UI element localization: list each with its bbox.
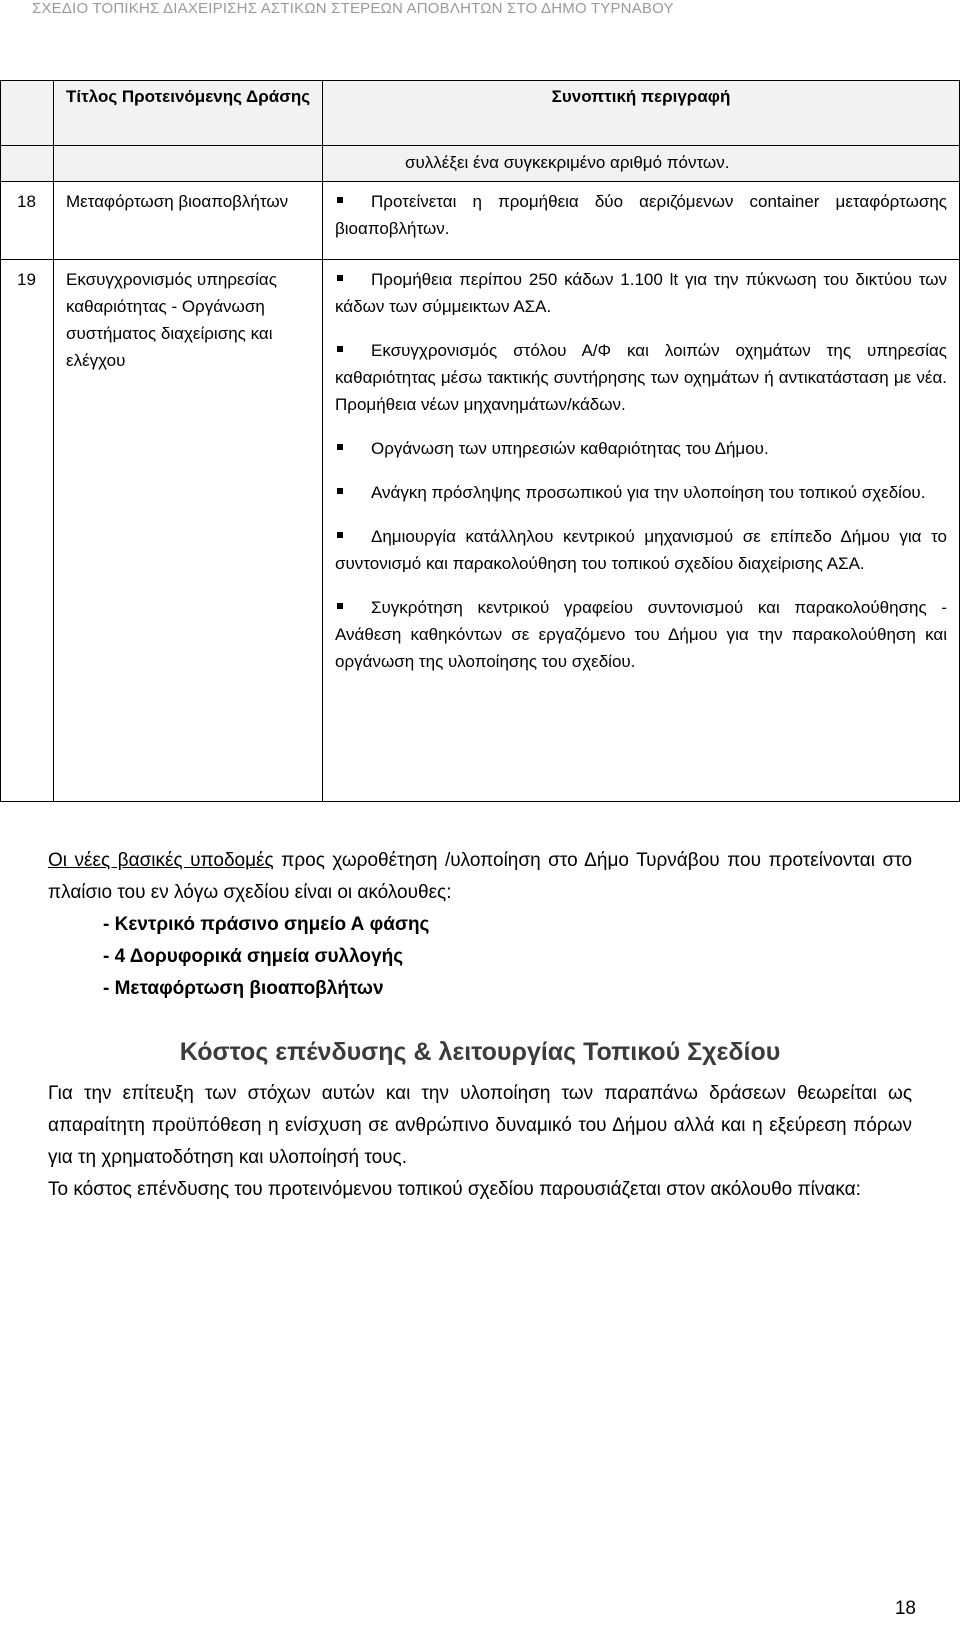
square-bullet-icon xyxy=(337,444,343,450)
list-item: - 4 Δορυφορικά σημεία συλλογής xyxy=(103,946,404,967)
list-item: Οργάνωση των υπηρεσιών καθαριότητας του Δήμου. xyxy=(335,435,947,462)
infrastructure-list xyxy=(48,909,912,1005)
running-header: ΣΧΕΔΙΟ ΤΟΠΙΚΗΣ ΔΙΑΧΕΙΡΙΣΗΣ ΑΣΤΙΚΩΝ ΣΤΕΡΕΩΝ ΑΠΟΒΛΗΤΩΝ ΣΤΟ ΔΗΜΟ ΤΥΡΝΑΒΟΥ xyxy=(32,0,674,17)
cost-paragraphs xyxy=(48,1078,912,1206)
list-item: Συγκρότηση κεντρικού γραφείου συντονισμού και παρακολούθησης - Ανάθεση καθηκόντων σε εργαζόμενο του Δήμου για την παρακολούθηση και οργάνωση της υλοποίησης του σχεδίου. xyxy=(335,598,947,671)
cost-paragraph-2: Το κόστος επένδυσης του προτεινόμενου τοπικού σχεδίου παρουσιάζεται στον ακόλουθο πίνακα: xyxy=(48,1179,861,1200)
header-num-cell xyxy=(1,81,54,146)
row-title: Μεταφόρτωση βιοαποβλήτων xyxy=(66,192,289,211)
continuation-row xyxy=(1,146,960,182)
actions-table xyxy=(0,80,960,802)
table-row xyxy=(1,260,960,802)
row-number: 18 xyxy=(17,192,36,211)
header-summary-cell: Συνοπτική περιγραφή xyxy=(323,81,960,146)
square-bullet-icon xyxy=(337,603,343,609)
square-bullet-icon xyxy=(337,197,343,203)
bullet-list xyxy=(323,182,959,242)
list-item: - Μεταφόρτωση βιοαποβλήτων xyxy=(103,978,384,999)
sentence-rest: προς χωροθέτηση /υλοποίηση στο Δήμο Τυρνάβου που προτείνονται στο πλαίσιο του εν λόγω σχεδίου είναι οι ακόλουθες: xyxy=(48,850,913,903)
row-title: Εκσυγχρονισμός υπηρεσίας καθαριότητας - Οργάνωση συστήματος διαχείρισης και ελέγχου xyxy=(66,270,277,370)
square-bullet-icon xyxy=(337,488,343,494)
list-item: Προμήθεια περίπου 250 κάδων 1.100 lt για την πύκνωση του δικτύου των κάδων των σύμμεικτων ΑΣΑ. xyxy=(335,270,947,316)
page-number: 18 xyxy=(894,1598,916,1619)
header-title-cell: Τίτλος Προτεινόμενης Δράσης xyxy=(54,81,323,146)
continuation-text: συλλέξει ένα συγκεκριμένο αριθμό πόντων. xyxy=(405,153,730,172)
square-bullet-icon xyxy=(337,346,343,352)
row-number: 19 xyxy=(17,270,36,289)
list-item: - Κεντρικό πράσινο σημείο Α φάσης xyxy=(103,914,430,935)
cost-paragraph-1: Για την επίτευξη των στόχων αυτών και την υλοποίηση των παραπάνω δράσεων θεωρείται ως απαραίτητη προϋπόθεση η ενίσχυση σε ανθρώπινο δυναμικό του Δήμου αλλά και η εξεύρεση πόρων για τη χρηματοδότηση και υλοποίησή τους. xyxy=(48,1083,912,1168)
square-bullet-icon xyxy=(337,275,343,281)
bullet-list xyxy=(323,260,959,675)
list-item: Εκσυγχρονισμός στόλου Α/Φ και λοιπών οχημάτων της υπηρεσίας καθαριότητας μέσω τακτικής συντήρησης των οχημάτων ή αντικατάσταση με νέα. Προμήθεια νέων μηχανημάτων/κάδων. xyxy=(335,341,947,414)
infrastructure-paragraph xyxy=(48,845,912,1005)
table-row xyxy=(1,182,960,260)
list-item: Δημιουργία κατάλληλου κεντρικού μηχανισμού σε επίπεδο Δήμου για το συντονισμό και παρακολούθηση του τοπικού σχεδίου διαχείρισης ΑΣΑ. xyxy=(335,527,947,573)
list-item: Ανάγκη πρόσληψης προσωπικού για την υλοποίηση του τοπικού σχεδίου. xyxy=(335,479,947,506)
underlined-lead: Οι νέες βασικές υποδομές xyxy=(48,850,274,871)
infrastructure-sentence xyxy=(48,845,912,909)
table-header-row xyxy=(1,81,960,146)
section-title: Κόστος επένδυσης & λειτουργίας Τοπικού Σχεδίου xyxy=(179,1038,781,1066)
list-item: Προτείνεται η προμήθεια δύο αεριζόμενων container μεταφόρτωσης βιοαποβλήτων. xyxy=(335,192,947,238)
square-bullet-icon xyxy=(337,532,343,538)
